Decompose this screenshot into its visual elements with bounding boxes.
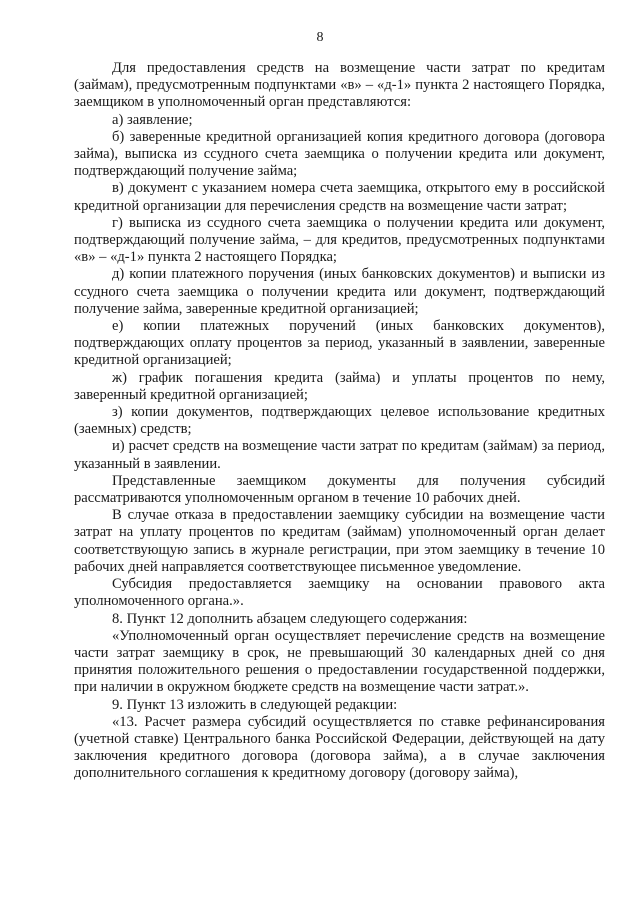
- document-body: [74, 60, 605, 783]
- paragraph: 9. Пункт 13 изложить в следующей редакции:: [112, 696, 398, 713]
- list-item: а) заявление;: [112, 111, 193, 128]
- list-item: з) копии документов, подтверждающих целевое использование кредитных (заемных) средств;: [74, 404, 605, 438]
- list-item: в) документ с указанием номера счета заемщика, открытого ему в российской кредитной организации для перечисления средств на возмещение части затрат;: [74, 180, 605, 214]
- list-item: д) копии платежного поручения (иных банковских документов) и выписки из ссудного счета заемщика о получении кредита или документ, подтверждающий получение займа, заверенные кредитной организацией;: [74, 266, 605, 317]
- page-number: 8: [316, 30, 324, 45]
- paragraph: В случае отказа в предоставлении заемщику субсидии на возмещение части затрат на уплату процентов по кредитам (займам) уполномоченный орган делает соответствующую запись в журнале регистрации, при этом заемщику в течение 10 рабочих дней направляется соответствующее письменное уведомление.: [74, 507, 605, 575]
- paragraph: Для предоставления средств на возмещение части затрат по кредитам (займам), предусмотренным подпунктами «в» – «д-1» пункта 2 настоящего Порядка, заемщиком в уполномоченный орган представляются:: [74, 60, 605, 111]
- list-item: е) копии платежных поручений (иных банковских документов), подтверждающих оплату процентов за период, указанный в заявлении, заверенные кредитной организацией;: [74, 318, 605, 369]
- list-item: г) выписка из ссудного счета заемщика о получении кредита или документ, подтверждающий получение займа, – для кредитов, предусмотренных подпунктами «в» – «д-1» пункта 2 настоящего Порядка;: [74, 214, 605, 266]
- paragraph: Представленные заемщиком документы для получения субсидий рассматриваются уполномоченным органом в течение 10 рабочих дней.: [74, 472, 605, 507]
- list-item: ж) график погашения кредита (займа) и уплаты процентов по нему, заверенный кредитной организацией;: [74, 369, 605, 403]
- paragraph: Субсидия предоставляется заемщику на основании правового акта уполномоченного органа.».: [74, 576, 605, 610]
- paragraph: 8. Пункт 12 дополнить абзацем следующего содержания:: [112, 610, 468, 627]
- paragraph: «13. Расчет размера субсидий осуществляется по ставке рефинансирования (учетной ставке) Центрального банка Российской Федерации, действующей на дату заключения кредитного договора (договора займа), а в случае заключения дополнительного соглашения к кредитному договору (договору займа),: [74, 713, 605, 782]
- paragraph: «Уполномоченный орган осуществляет перечисление средств на возмещение части затрат заемщику в срок, не превышающий 30 календарных дней со дня принятия положительного решения о предоставлении государственной поддержки, при наличии в окружном бюджете средств на возмещение части затрат.».: [74, 627, 605, 696]
- list-item: и) расчет средств на возмещение части затрат по кредитам (займам) за период, указанный в заявлении.: [74, 438, 605, 472]
- list-item: б) заверенные кредитной организацией копия кредитного договора (договора займа), выписка из ссудного счета заемщика о получении кредита или документ, подтверждающий получение займа;: [74, 128, 605, 180]
